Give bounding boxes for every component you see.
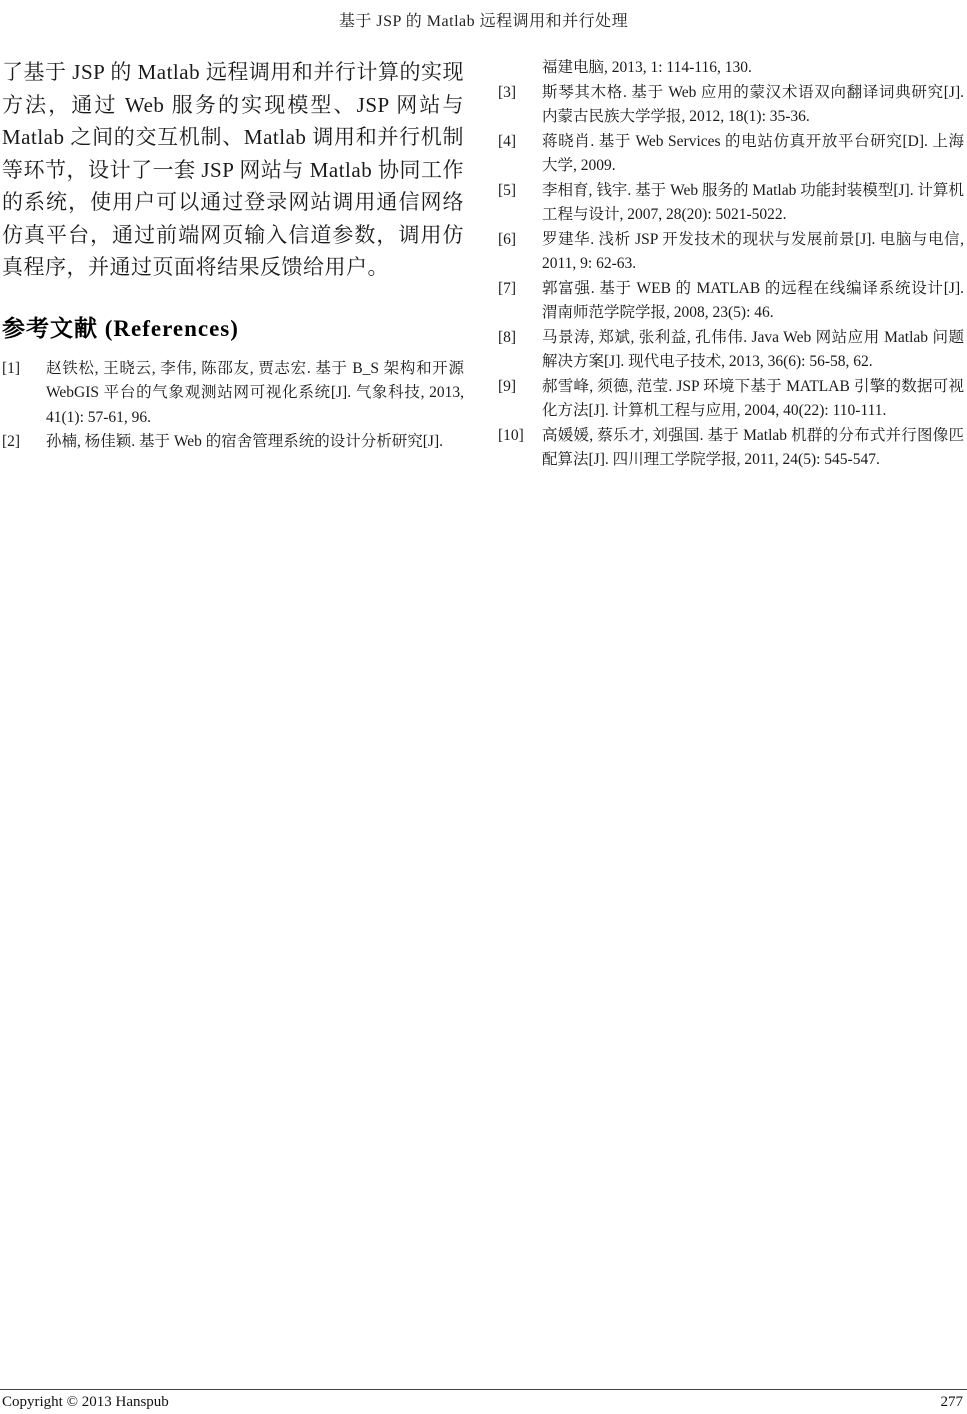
reference-number: [3] xyxy=(498,83,517,101)
reference-text: 蒋晓肖. 基于 Web Services 的电站仿真开放平台研究[D]. 上海大学, 2009. xyxy=(542,132,964,174)
running-head-title: 基于 JSP 的 Matlab 远程调用和并行处理 xyxy=(338,13,629,30)
right-column xyxy=(498,56,964,473)
reference-entry xyxy=(498,375,964,424)
reference-text: 罗建华. 浅析 JSP 开发技术的现状与发展前景[J]. 电脑与电信, 2011, 9: 62-63. xyxy=(542,230,964,272)
footer-divider xyxy=(0,1389,967,1390)
reference-entry xyxy=(498,81,964,130)
reference-text: 李相育, 钱宇. 基于 Web 服务的 Matlab 功能封装模型[J]. 计算机工程与设计, 2007, 28(20): 5021-5022. xyxy=(542,181,964,223)
reference-number: [10] xyxy=(498,426,524,444)
body-paragraph: 了基于 JSP 的 Matlab 远程调用和并行计算的实现方法，通过 Web 服务的实现模型、JSP 网站与 Matlab 之间的交互机制、Matlab 调用和并行机制等环节，设计了一套 JSP 网站与 Matlab 协同工作的系统，使用户可以通过登录网站调用通信网络仿真平台，通过前端网页输入信道参数，调用仿真程序，并通过页面将结果反馈给用户。 xyxy=(2,60,464,279)
reference-number: [9] xyxy=(498,377,517,395)
footer-page-number: 277 xyxy=(940,1394,963,1410)
reference-text: 孙楠, 杨佳颖. 基于 Web 的宿舍管理系统的设计分析研究[J]. xyxy=(46,433,443,450)
reference-number: [7] xyxy=(498,279,517,297)
references-list-right xyxy=(498,56,964,473)
reference-text: 郭富强. 基于 WEB 的 MATLAB 的远程在线编译系统设计[J]. 渭南师范学院学报, 2008, 23(5): 46. xyxy=(542,279,964,321)
left-column xyxy=(2,56,464,455)
reference-number: [4] xyxy=(498,132,517,150)
reference-text: 高媛媛, 蔡乐才, 刘强国. 基于 Matlab 机群的分布式并行图像匹配算法[J]. 四川理工学院学报, 2011, 24(5): 545-547. xyxy=(542,426,964,468)
reference-continuation: 福建电脑, 2013, 1: 114-116, 130. xyxy=(542,59,752,76)
reference-text: 斯琴其木格. 基于 Web 应用的蒙汉术语双向翻译词典研究[J]. 内蒙古民族大学学报, 2012, 18(1): 35-36. xyxy=(542,83,964,125)
reference-number: [2] xyxy=(2,433,21,450)
reference-text: 赵铁松, 王晓云, 李伟, 陈邵友, 贾志宏. 基于 B_S 架构和开源 WebGIS 平台的气象观测站网可视化系统[J]. 气象科技, 2013, 41(1): 57-61, 96. xyxy=(46,359,464,426)
references-list-left xyxy=(2,357,464,455)
footer-copyright: Copyright © 2013 Hanspub xyxy=(2,1394,169,1410)
reference-entry xyxy=(498,179,964,228)
reference-entry xyxy=(2,430,464,455)
reference-number: [8] xyxy=(498,328,517,346)
reference-number: [1] xyxy=(2,359,21,377)
reference-number: [6] xyxy=(498,230,517,248)
reference-entry xyxy=(498,228,964,277)
references-heading: 参考文献 (References) xyxy=(2,315,239,341)
reference-text: 郝雪峰, 须德, 范莹. JSP 环境下基于 MATLAB 引擎的数据可视化方法[J]. 计算机工程与应用, 2004, 40(22): 110-111. xyxy=(542,377,964,419)
reference-text: 马景涛, 郑斌, 张利益, 孔伟伟. Java Web 网站应用 Matlab 问题解决方案[J]. 现代电子技术, 2013, 36(6): 56-58, 62. xyxy=(542,328,964,370)
reference-entry xyxy=(498,277,964,326)
reference-entry xyxy=(498,130,964,179)
reference-entry xyxy=(2,357,464,431)
reference-entry xyxy=(498,326,964,375)
reference-entry xyxy=(498,424,964,473)
reference-number: [5] xyxy=(498,181,517,199)
